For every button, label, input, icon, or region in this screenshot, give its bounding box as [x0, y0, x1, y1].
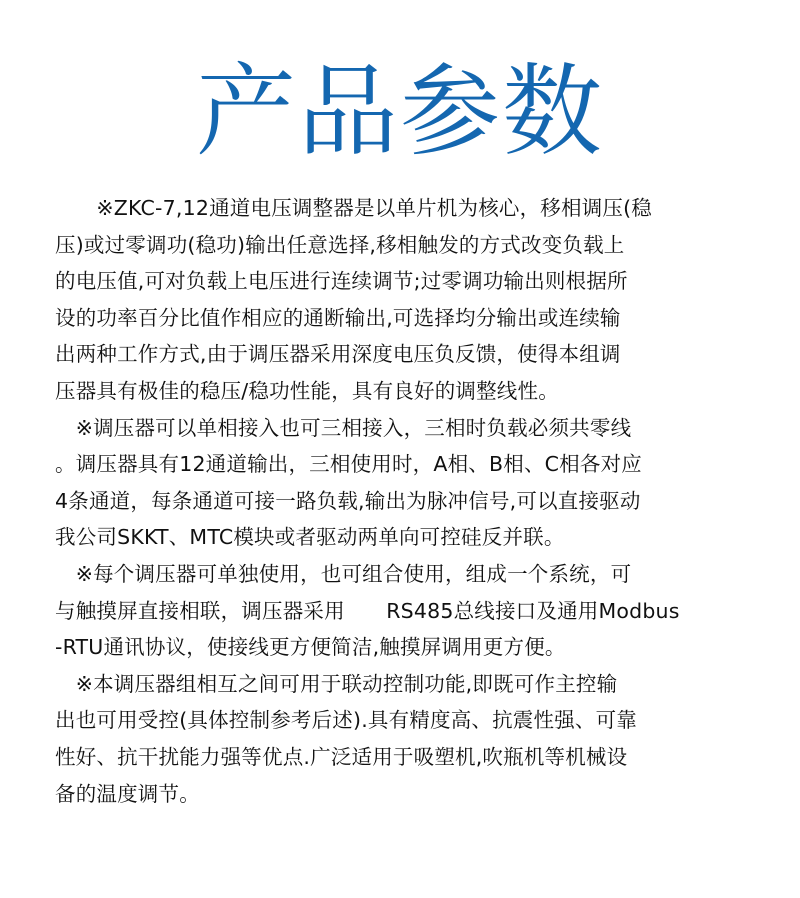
- text-line: -RTU通讯协议，使接线更方便简洁,触摸屏调用更方便。: [55, 635, 566, 660]
- text-line: 出两种工作方式,由于调压器采用深度电压负反馈，使得本组调: [55, 342, 621, 367]
- paragraph-communication: [55, 556, 745, 666]
- text-line: ※本调压器组相互之间可用于联动控制功能,即既可作主控输: [55, 671, 618, 696]
- description-body: [55, 190, 745, 812]
- text-line: 出也可用受控(具体控制参考后述).具有精度高、抗震性强、可靠: [55, 708, 638, 733]
- text-line: ※每个调压器可单独使用，也可组合使用，组成一个系统，可: [55, 561, 632, 586]
- text-line: 压器具有极佳的稳压/稳功性能，具有良好的调整线性。: [55, 378, 559, 403]
- text-line: 设的功率百分比值作相应的通断输出,可选择均分输出或连续输: [55, 305, 621, 330]
- text-line: 我公司SKKT、MTC模块或者驱动两单向可控硅反并联。: [55, 525, 565, 550]
- text-line: ※ZKC-7,12通道电压调整器是以单片机为核心，移相调压(稳: [55, 196, 652, 220]
- text-line: 4条通道，每条通道可接一路负载,输出为脉冲信号,可以直接驱动: [55, 488, 641, 513]
- text-line: 的电压值,可对负载上电压进行连续调节;过零调功输出则根据所: [55, 269, 628, 294]
- text-line: 备的温度调节。: [55, 781, 200, 806]
- page-title: 产品参数: [196, 53, 604, 170]
- text-line: 压)或过零调功(稳功)输出任意选择,移相触发的方式改变负载上: [55, 232, 625, 257]
- text-line: 性好、抗干扰能力强等优点.广泛适用于吸塑机,吹瓶机等机械设: [55, 744, 628, 769]
- paragraph-overview: [55, 190, 745, 410]
- text-line: 。调压器具有12通道输出，三相使用时，A相、B相、C相各对应: [55, 452, 642, 477]
- text-line: ※调压器可以单相接入也可三相接入，三相时负载必须共零线: [55, 415, 632, 440]
- text-line: 与触摸屏直接相联，调压器采用 RS485总线接口及通用Modbus: [55, 598, 680, 623]
- paragraph-phase-connection: [55, 410, 745, 556]
- paragraph-linkage-control: [55, 666, 745, 812]
